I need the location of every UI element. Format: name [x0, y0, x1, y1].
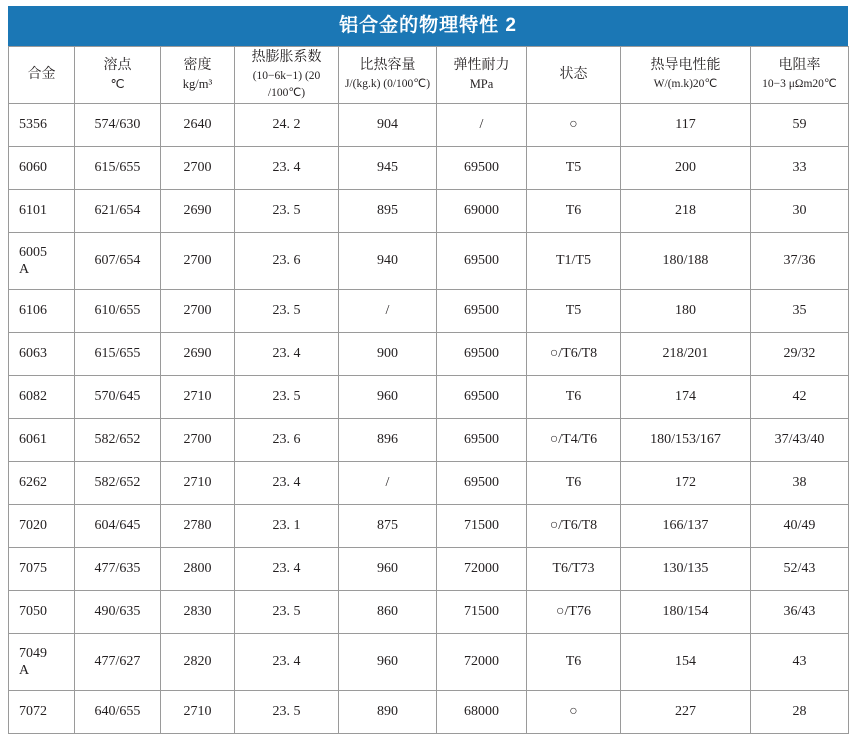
table-row: [9, 333, 849, 376]
header-specific-heat: [339, 47, 437, 104]
cell-thermal-expansion: 24. 2: [235, 104, 339, 147]
cell-melting-point: 610/655: [75, 290, 161, 333]
alloy-code: 7020: [19, 518, 47, 534]
cell-state: ○/T4/T6: [527, 419, 621, 462]
cell-alloy: [9, 419, 75, 462]
cell-elastic-modulus: 68000: [437, 691, 527, 734]
cell-resistivity: 33: [751, 147, 849, 190]
cell-density: 2700: [161, 147, 235, 190]
cell-density: 2700: [161, 233, 235, 290]
cell-specific-heat: 960: [339, 634, 437, 691]
cell-thermal-conductivity: 180/154: [621, 591, 751, 634]
cell-thermal-expansion: 23. 1: [235, 505, 339, 548]
cell-elastic-modulus: 72000: [437, 548, 527, 591]
header-state: [527, 47, 621, 104]
header-elastic-modulus-name: 弹性耐力: [453, 58, 510, 74]
alloy-code: 7050: [19, 604, 47, 620]
cell-melting-point: 490/635: [75, 591, 161, 634]
cell-resistivity: 38: [751, 462, 849, 505]
cell-thermal-conductivity: 180/188: [621, 233, 751, 290]
cell-specific-heat: 940: [339, 233, 437, 290]
cell-elastic-modulus: 69500: [437, 419, 527, 462]
alloy-code: 6005: [19, 244, 47, 260]
header-melting-point-name: 溶点: [103, 58, 132, 74]
cell-state: ○/T76: [527, 591, 621, 634]
cell-resistivity: 40/49: [751, 505, 849, 548]
table-row: [9, 419, 849, 462]
cell-resistivity: 36/43: [751, 591, 849, 634]
cell-melting-point: 574/630: [75, 104, 161, 147]
cell-melting-point: 582/652: [75, 462, 161, 505]
cell-thermal-conductivity: 180/153/167: [621, 419, 751, 462]
cell-elastic-modulus: 69500: [437, 233, 527, 290]
cell-melting-point: 615/655: [75, 147, 161, 190]
header-density-unit: kg/m³: [182, 77, 213, 92]
cell-density: 2830: [161, 591, 235, 634]
cell-alloy: [9, 147, 75, 190]
header-thermal-expansion: [235, 47, 339, 104]
cell-thermal-conductivity: 166/137: [621, 505, 751, 548]
cell-thermal-expansion: 23. 6: [235, 419, 339, 462]
header-density: [161, 47, 235, 104]
header-alloy: 合金: [9, 47, 75, 104]
cell-resistivity: 42: [751, 376, 849, 419]
cell-resistivity: 59: [751, 104, 849, 147]
cell-density: 2640: [161, 104, 235, 147]
cell-elastic-modulus: 71500: [437, 591, 527, 634]
table-row: [9, 233, 849, 290]
cell-alloy: [9, 104, 75, 147]
cell-state: ○/T6/T8: [527, 505, 621, 548]
table-row: [9, 147, 849, 190]
cell-alloy: [9, 634, 75, 691]
cell-density: 2800: [161, 548, 235, 591]
cell-resistivity: 43: [751, 634, 849, 691]
cell-melting-point: 604/645: [75, 505, 161, 548]
cell-thermal-conductivity: 218/201: [621, 333, 751, 376]
alloy-code: 6082: [19, 389, 47, 405]
table-row: [9, 634, 849, 691]
alloy-code: 6262: [19, 475, 47, 491]
header-specific-heat-name: 比热容量: [359, 58, 416, 74]
cell-thermal-conductivity: 200: [621, 147, 751, 190]
cell-state: T6/T73: [527, 548, 621, 591]
cell-resistivity: 30: [751, 190, 849, 233]
cell-specific-heat: 890: [339, 691, 437, 734]
alloy-code: 6101: [19, 203, 47, 219]
cell-thermal-conductivity: 227: [621, 691, 751, 734]
cell-density: 2690: [161, 333, 235, 376]
cell-alloy: [9, 376, 75, 419]
cell-specific-heat: 875: [339, 505, 437, 548]
alloy-code: 6106: [19, 303, 47, 319]
cell-elastic-modulus: /: [437, 104, 527, 147]
table-row: [9, 591, 849, 634]
aluminium-properties-table: [8, 46, 849, 734]
header-density-name: 密度: [183, 58, 212, 74]
cell-alloy: [9, 333, 75, 376]
header-melting-point-unit: ℃: [110, 77, 125, 92]
alloy-suffix: A: [19, 663, 30, 679]
cell-state: T6: [527, 376, 621, 419]
cell-thermal-conductivity: 180: [621, 290, 751, 333]
header-thermal-conductivity-name: 热导电性能: [650, 58, 721, 74]
cell-specific-heat: 860: [339, 591, 437, 634]
cell-alloy: [9, 691, 75, 734]
cell-elastic-modulus: 72000: [437, 634, 527, 691]
cell-specific-heat: 896: [339, 419, 437, 462]
header-resistivity: [751, 47, 849, 104]
cell-elastic-modulus: 69000: [437, 190, 527, 233]
table-row: [9, 290, 849, 333]
table-body: [9, 104, 849, 734]
table-row: [9, 548, 849, 591]
cell-thermal-expansion: 23. 4: [235, 147, 339, 190]
cell-density: 2690: [161, 190, 235, 233]
alloy-code: 6061: [19, 432, 47, 448]
cell-state: ○/T6/T8: [527, 333, 621, 376]
cell-alloy: [9, 290, 75, 333]
cell-density: 2820: [161, 634, 235, 691]
table-row: [9, 462, 849, 505]
cell-elastic-modulus: 69500: [437, 333, 527, 376]
cell-density: 2710: [161, 462, 235, 505]
cell-elastic-modulus: 69500: [437, 376, 527, 419]
cell-thermal-conductivity: 172: [621, 462, 751, 505]
cell-thermal-conductivity: 117: [621, 104, 751, 147]
cell-specific-heat: /: [339, 462, 437, 505]
page-title: 铝合金的物理特性 2: [8, 6, 848, 46]
header-resistivity-unit: 10−3 μΩm20℃: [762, 78, 837, 91]
alloy-code: 7049: [19, 645, 47, 661]
table-row: [9, 376, 849, 419]
header-thermal-expansion-name: 热膨胀系数: [251, 50, 322, 65]
cell-thermal-conductivity: 130/135: [621, 548, 751, 591]
cell-resistivity: 29/32: [751, 333, 849, 376]
cell-thermal-expansion: 23. 4: [235, 548, 339, 591]
header-thermal-conductivity: [621, 47, 751, 104]
cell-alloy: [9, 190, 75, 233]
cell-elastic-modulus: 69500: [437, 290, 527, 333]
cell-state: T6: [527, 190, 621, 233]
alloy-code: 6060: [19, 160, 47, 176]
cell-specific-heat: 895: [339, 190, 437, 233]
cell-specific-heat: 960: [339, 548, 437, 591]
header-specific-heat-unit: J/(kg.k) (0/100℃): [344, 78, 431, 91]
cell-density: 2700: [161, 419, 235, 462]
cell-melting-point: 607/654: [75, 233, 161, 290]
alloy-code: 7075: [19, 561, 47, 577]
cell-thermal-expansion: 23. 5: [235, 290, 339, 333]
cell-alloy: [9, 548, 75, 591]
cell-specific-heat: 904: [339, 104, 437, 147]
cell-thermal-conductivity: 154: [621, 634, 751, 691]
cell-specific-heat: 945: [339, 147, 437, 190]
cell-specific-heat: 900: [339, 333, 437, 376]
cell-melting-point: 477/635: [75, 548, 161, 591]
cell-specific-heat: 960: [339, 376, 437, 419]
cell-melting-point: 640/655: [75, 691, 161, 734]
header-thermal-expansion-unit: (10−6k−1) (20 /100℃): [252, 69, 321, 99]
cell-thermal-expansion: 23. 4: [235, 634, 339, 691]
cell-density: 2780: [161, 505, 235, 548]
cell-state: T6: [527, 462, 621, 505]
header-elastic-modulus: [437, 47, 527, 104]
cell-melting-point: 621/654: [75, 190, 161, 233]
cell-thermal-expansion: 23. 5: [235, 691, 339, 734]
table-row: [9, 104, 849, 147]
alloy-code: 7072: [19, 704, 47, 720]
cell-thermal-expansion: 23. 4: [235, 462, 339, 505]
cell-alloy: [9, 233, 75, 290]
cell-state: T5: [527, 147, 621, 190]
cell-thermal-conductivity: 218: [621, 190, 751, 233]
cell-specific-heat: /: [339, 290, 437, 333]
cell-density: 2710: [161, 691, 235, 734]
cell-thermal-conductivity: 174: [621, 376, 751, 419]
cell-resistivity: 52/43: [751, 548, 849, 591]
cell-melting-point: 570/645: [75, 376, 161, 419]
cell-state: T6: [527, 634, 621, 691]
cell-state: ○: [527, 104, 621, 147]
cell-resistivity: 28: [751, 691, 849, 734]
table-header: [9, 47, 849, 104]
cell-state: ○: [527, 691, 621, 734]
cell-density: 2710: [161, 376, 235, 419]
cell-alloy: [9, 462, 75, 505]
cell-thermal-expansion: 23. 6: [235, 233, 339, 290]
cell-elastic-modulus: 69500: [437, 462, 527, 505]
table-row: [9, 691, 849, 734]
cell-resistivity: 37/36: [751, 233, 849, 290]
cell-density: 2700: [161, 290, 235, 333]
table-row: [9, 190, 849, 233]
cell-thermal-expansion: 23. 4: [235, 333, 339, 376]
cell-resistivity: 37/43/40: [751, 419, 849, 462]
header-melting-point: [75, 47, 161, 104]
alloy-code: 5356: [19, 117, 47, 133]
cell-state: T5: [527, 290, 621, 333]
cell-melting-point: 582/652: [75, 419, 161, 462]
cell-melting-point: 477/627: [75, 634, 161, 691]
header-thermal-conductivity-unit: W/(m.k)20℃: [653, 78, 718, 91]
cell-alloy: [9, 591, 75, 634]
table-row: [9, 505, 849, 548]
alloy-code: 6063: [19, 346, 47, 362]
cell-elastic-modulus: 71500: [437, 505, 527, 548]
header-resistivity-name: 电阻率: [778, 58, 821, 74]
cell-thermal-expansion: 23. 5: [235, 190, 339, 233]
cell-alloy: [9, 505, 75, 548]
alloy-suffix: A: [19, 262, 30, 278]
cell-elastic-modulus: 69500: [437, 147, 527, 190]
header-row: [9, 47, 849, 104]
cell-melting-point: 615/655: [75, 333, 161, 376]
cell-thermal-expansion: 23. 5: [235, 376, 339, 419]
header-state-name: 状态: [559, 66, 588, 82]
header-elastic-modulus-unit: MPa: [469, 77, 494, 92]
cell-resistivity: 35: [751, 290, 849, 333]
cell-state: T1/T5: [527, 233, 621, 290]
cell-thermal-expansion: 23. 5: [235, 591, 339, 634]
